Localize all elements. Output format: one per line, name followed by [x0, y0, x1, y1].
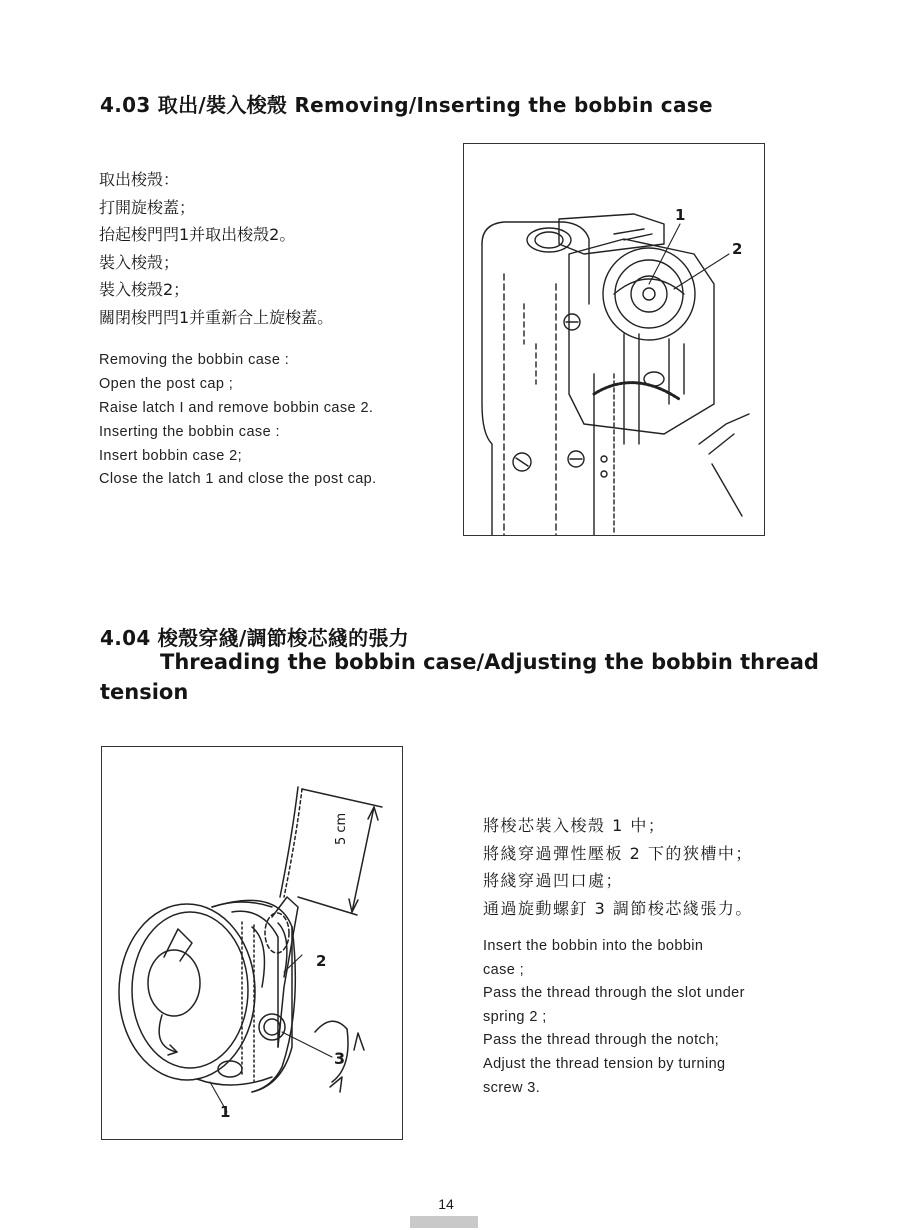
dimension-label: 5 cm: [334, 812, 349, 845]
text-line: 將綫穿過凹口處；: [483, 871, 624, 890]
callout-label-1: 1: [675, 206, 686, 224]
section-4-04-heading: 4.04 梭殼穿綫/調節梭芯綫的張力: [100, 626, 410, 650]
section-4-03-english-instructions: [99, 349, 377, 492]
text-line: Inserting the bobbin case :: [99, 423, 280, 440]
callout-label-1: 1: [220, 1103, 231, 1121]
section-4-04-heading-english: Threading the bobbin case/Adjusting the bobbin thread: [160, 650, 819, 674]
text-line: case ;: [483, 961, 525, 978]
callout-label-2: 2: [732, 240, 743, 258]
page-number: 14: [438, 1196, 454, 1212]
text-line: 打開旋梭蓋；: [99, 197, 196, 217]
text-line: Open the post cap ;: [99, 375, 234, 392]
text-line: screw 3.: [483, 1079, 541, 1096]
text-line: 將綫穿過彈性壓板 2 下的狹槽中；: [483, 843, 753, 863]
figure-bobbin-case-removal: [463, 143, 765, 536]
sewing-machine-hook-illustration: [464, 144, 764, 535]
bobbin-case-illustration: [102, 747, 402, 1139]
figure-bobbin-threading: [101, 746, 403, 1140]
text-line: Close the latch 1 and close the post cap.: [99, 471, 377, 488]
text-line: Raise latch I and remove bobbin case 2.: [99, 399, 374, 416]
text-line: Adjust the thread tension by turning: [483, 1055, 726, 1072]
text-line: Pass the thread through the notch;: [483, 1032, 720, 1049]
footer-bar: [410, 1216, 478, 1228]
text-line: Pass the thread through the slot under: [483, 985, 745, 1002]
section-4-04-chinese-instructions: [483, 812, 753, 922]
section-4-04-heading-english-cont: tension: [100, 680, 189, 704]
section-4-03-chinese-instructions: [99, 166, 333, 331]
text-line: 裝入梭殼；: [99, 252, 180, 272]
text-line: spring 2 ;: [483, 1008, 547, 1025]
callout-label-3: 3: [334, 1049, 346, 1068]
text-line: 通過旋動螺釘 3 調節梭芯綫張力。: [483, 898, 753, 918]
text-line: 抬起梭門閂1并取出梭殼2。: [99, 225, 296, 244]
text-line: Removing the bobbin case :: [99, 352, 290, 368]
section-4-04-english-instructions: [483, 935, 745, 1100]
callout-label-2: 2: [316, 952, 327, 970]
text-line: 取出梭殼：: [99, 170, 180, 189]
text-line: Insert the bobbin into the bobbin: [483, 938, 704, 954]
text-line: 關閉梭門閂1并重新合上旋梭蓋。: [99, 307, 334, 327]
text-line: 將梭芯裝入梭殼 1 中；: [483, 816, 666, 835]
text-line: Insert bobbin case 2;: [99, 447, 243, 464]
section-4-03-heading: 4.03 取出/裝入梭殼 Removing/Inserting the bobbin case: [100, 93, 713, 117]
text-line: 裝入梭殼2；: [99, 280, 190, 299]
